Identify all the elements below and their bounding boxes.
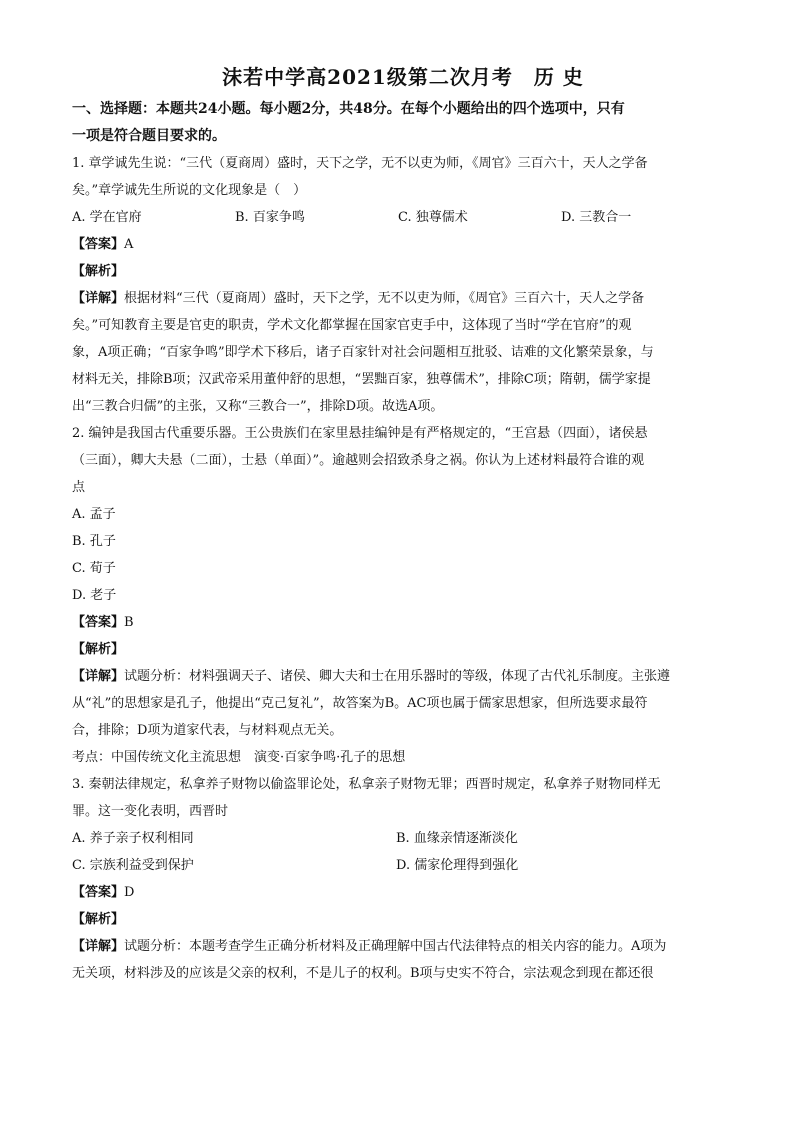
q1-stem-line-1: 1. 章学诚先生说：“三代（夏商周）盛时，天下之学，无不以吏为师，《周官》三百六十，天人之学备 (72, 156, 648, 171)
detail-tag: 【详解】 (72, 669, 125, 684)
analysis-tag: 【解析】 (72, 264, 125, 279)
q2-note: 考点：中国传统文化主流思想 演变·百家争鸣·孔子的思想 (72, 750, 406, 765)
q2-stem-line-2: （三面），卿大夫悬（二面），士悬（单面）”。逾越则会招致杀身之祸。你认为上述材料最符合谁的观 (72, 453, 645, 468)
question-1 (72, 150, 734, 420)
q1-detail-line-1 (72, 285, 734, 312)
analysis-tag: 【解析】 (72, 912, 125, 927)
q3-detail-line-1 (72, 933, 734, 960)
q1-option-b: B. 百家争鸣 (235, 210, 305, 225)
q2-detail-text-1: 试题分析：材料强调天子、诸侯、卿大夫和士在用乐器时的等级，体现了古代礼乐制度。主张遵 (124, 669, 671, 684)
q1-detail-line-5: 出“三教合归儒”的主张，又称“三教合一”，排除D项。故选A项。 (72, 399, 444, 414)
q1-detail-line-3: 象，A项正确；“百家争鸣”即学术下移后，诸子百家针对社会问题相互批驳、诘难的文化繁荣景象，与 (72, 345, 654, 360)
q2-option-d: D. 老子 (72, 588, 117, 603)
analysis-tag: 【解析】 (72, 642, 125, 657)
q3-stem-line-2: 罪。这一变化表明，西晋时 (72, 804, 229, 819)
detail-tag: 【详解】 (72, 939, 125, 954)
q2-option-c: C. 荀子 (72, 561, 116, 576)
q2-option-a: A. 孟子 (72, 507, 116, 522)
q1-detail-text-1: 根据材料“三代（夏商周）盛时，天下之学，无不以吏为师，《周官》三百六十，天人之学备 (124, 291, 645, 306)
q2-detail-line-1 (72, 663, 734, 690)
answer-tag: 【答案】 (72, 237, 125, 252)
q2-detail-line-3: 合，排除；D项为道家代表，与材料观点无关。 (72, 723, 343, 738)
q3-detail-text-1: 试题分析：本题考查学生正确分析材料及正确理解中国古代法律特点的相关内容的能力。A项为 (124, 939, 667, 954)
q1-options (72, 204, 734, 231)
q3-option-b: B. 血缘亲情逐渐淡化 (396, 831, 518, 846)
q3-option-c: C. 宗族利益受到保护 (72, 858, 194, 873)
q1-option-d: D. 三教合一 (561, 210, 632, 225)
q3-answer (72, 879, 734, 906)
q2-option-b: B. 孔子 (72, 534, 116, 549)
q2-detail-line-2: 从“礼”的思想家是孔子，他提出“克己复礼”，故答案为B。AC项也属于儒家思想家，但所选要求最符 (72, 696, 648, 711)
question-2 (72, 420, 734, 771)
q2-stem-line-1: 2. 编钟是我国古代重要乐器。王公贵族们在家里悬挂编钟是有严格规定的，“王宫悬（四面），诸侯悬 (72, 426, 648, 441)
q1-answer (72, 231, 734, 258)
q1-stem-line-2: 矣。”章学诚先生所说的文化现象是（ ） (72, 183, 307, 198)
question-3 (72, 771, 734, 987)
q2-stem-line-3: 点 (72, 480, 86, 495)
q1-option-a: A. 学在官府 (72, 210, 142, 225)
q3-stem-line-1: 3. 秦朝法律规定，私拿养子财物以偷盗罪论处，私拿亲子财物无罪；西晋时规定，私拿养子财物同样无 (72, 777, 661, 792)
q1-detail-line-4: 材料无关，排除B项；汉武帝采用董仲舒的思想，“罢黜百家，独尊儒术”，排除C项；隋朝，儒学家提 (72, 372, 651, 387)
detail-tag: 【详解】 (72, 291, 125, 306)
answer-tag: 【答案】 (72, 885, 125, 900)
q3-option-a: A. 养子亲子权利相同 (72, 831, 194, 846)
q3-options-row-1 (72, 825, 734, 852)
q2-analysis (72, 636, 734, 663)
q1-detail-line-2: 矣。”可知教育主要是官吏的职责，学术文化都掌握在国家官吏手中，这体现了当时“学在官府”的观 (72, 318, 632, 333)
q3-answer-value: D (124, 885, 135, 900)
q2-answer-value: B (124, 615, 134, 630)
q3-analysis (72, 906, 734, 933)
q3-option-d: D. 儒家伦理得到强化 (396, 858, 519, 873)
q1-analysis (72, 258, 734, 285)
section-heading-line-2: 一项是符合题目要求的。 (72, 128, 226, 144)
q3-detail-line-2: 无关项，材料涉及的应该是父亲的权利，不是儿子的权利。B项与史实不符合，宗法观念到现在都还很 (72, 966, 654, 981)
q1-option-c: C. 独尊儒术 (398, 210, 468, 225)
q3-options-row-2 (72, 852, 734, 879)
q2-answer (72, 609, 734, 636)
section-heading-line-1: 一、选择题：本题共24小题。每小题2分，共48分。在每个小题给出的四个选项中，只有 (72, 101, 625, 117)
page-title: 沫若中学高2021级第二次月考 历 史 (222, 65, 584, 89)
q1-answer-value: A (124, 237, 134, 252)
answer-tag: 【答案】 (72, 615, 125, 630)
